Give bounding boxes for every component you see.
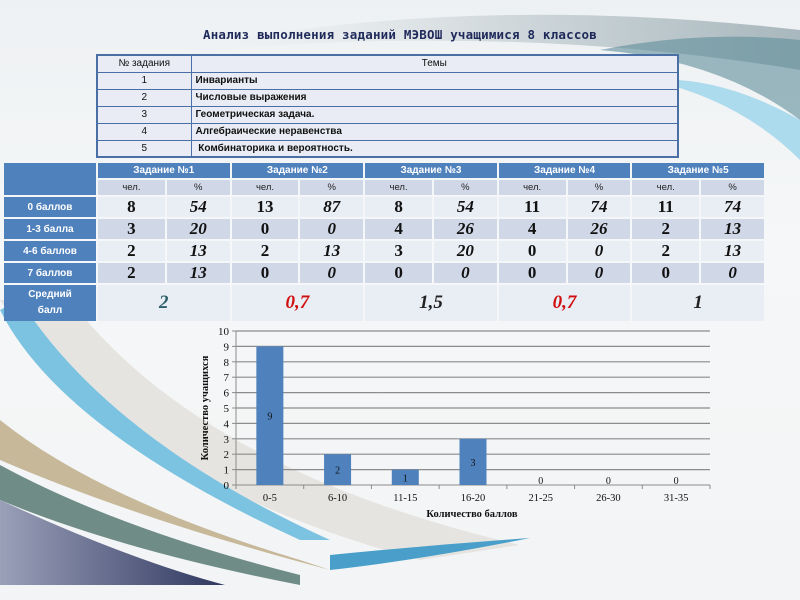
- bar-value-label: 0: [673, 476, 679, 487]
- topics-table: [96, 54, 679, 158]
- count-cell: 0: [232, 263, 299, 283]
- topic-theme: Алгебраические неравенства: [191, 123, 678, 140]
- count-cell: 8: [365, 197, 432, 217]
- x-axis-title: Количество баллов: [426, 509, 518, 520]
- bar-value-label: 2: [335, 465, 341, 477]
- average-value: 0,7: [499, 285, 631, 321]
- topic-number: 2: [97, 89, 191, 106]
- themes-header: Темы: [191, 55, 678, 72]
- task-header: Задание №3: [365, 163, 497, 178]
- count-cell: 3: [98, 219, 165, 239]
- table-row: [4, 219, 764, 239]
- count-cell: 3: [365, 241, 432, 261]
- percent-cell: 26: [568, 219, 631, 239]
- percent-cell: 0: [300, 263, 363, 283]
- topic-row: [97, 72, 678, 89]
- bar-value-label: 1: [402, 473, 408, 485]
- count-header: чел.: [98, 180, 165, 195]
- count-cell: 13: [232, 197, 299, 217]
- topic-number: 5: [97, 140, 191, 157]
- average-value: 1: [632, 285, 764, 321]
- x-tick-label: 0-5: [262, 493, 277, 504]
- table-row: [4, 241, 764, 261]
- task-header: Задание №2: [232, 163, 364, 178]
- count-cell: 0: [232, 219, 299, 239]
- task-header: Задание №1: [98, 163, 230, 178]
- percent-header: %: [701, 180, 764, 195]
- row-label: 4-6 баллов: [4, 241, 96, 261]
- percent-header: %: [568, 180, 631, 195]
- count-cell: 2: [632, 219, 699, 239]
- percent-cell: 20: [434, 241, 497, 261]
- topics-header-row: [97, 55, 678, 72]
- count-cell: 4: [499, 219, 566, 239]
- bar-value-label: 0: [605, 476, 611, 487]
- percent-cell: 13: [167, 263, 230, 283]
- percent-cell: 54: [167, 197, 230, 217]
- average-value: 2: [98, 285, 230, 321]
- y-tick-label: 4: [223, 418, 229, 431]
- task-header-row: [4, 163, 764, 178]
- count-header: чел.: [365, 180, 432, 195]
- x-tick-label: 26-30: [596, 493, 621, 504]
- bar-chart: [190, 322, 730, 522]
- topic-theme: Комбинаторика и вероятность.: [191, 140, 678, 157]
- percent-cell: 13: [701, 241, 764, 261]
- count-header: чел.: [232, 180, 299, 195]
- count-cell: 2: [632, 241, 699, 261]
- table-row: [4, 197, 764, 217]
- count-cell: 2: [232, 241, 299, 261]
- topic-number: 4: [97, 123, 191, 140]
- x-tick-label: 31-35: [663, 493, 689, 504]
- percent-cell: 20: [167, 219, 230, 239]
- y-tick-label: 0: [223, 480, 229, 492]
- percent-header: %: [434, 180, 497, 195]
- average-value: 0,7: [232, 285, 364, 321]
- y-tick-label: 5: [223, 403, 229, 415]
- percent-cell: 74: [701, 197, 764, 217]
- y-tick-label: 2: [223, 449, 229, 462]
- percent-header: %: [300, 180, 363, 195]
- count-cell: 11: [632, 197, 699, 217]
- topic-row: [97, 106, 678, 123]
- percent-cell: 13: [167, 241, 230, 261]
- row-label: 1-3 балла: [4, 219, 96, 239]
- bar-value-label: 0: [538, 476, 544, 487]
- task-header: Задание №4: [499, 163, 631, 178]
- y-tick-label: 9: [223, 341, 229, 354]
- topic-row: [97, 123, 678, 140]
- count-cell: 0: [365, 263, 432, 283]
- average-row: [4, 285, 764, 321]
- average-label-line2: балл: [37, 305, 63, 316]
- count-cell: 0: [499, 241, 566, 261]
- percent-cell: 0: [701, 263, 764, 283]
- topic-theme: Геометрическая задача.: [191, 106, 678, 123]
- topic-theme: Инварианты: [191, 72, 678, 89]
- topic-number: 1: [97, 72, 191, 89]
- y-tick-label: 1: [223, 464, 229, 477]
- topic-theme: Числовые выражения: [191, 89, 678, 106]
- count-cell: 4: [365, 219, 432, 239]
- y-axis-title: Количество учащихся: [200, 355, 211, 461]
- percent-cell: 0: [568, 241, 631, 261]
- y-tick-label: 8: [223, 356, 229, 369]
- page-title: Анализ выполнения заданий МЭВОШ учащимися 8 классов: [202, 27, 597, 42]
- count-cell: 0: [632, 263, 699, 283]
- row-label: 7 баллов: [4, 263, 96, 283]
- row-label: 0 баллов: [4, 197, 96, 217]
- average-value: 1,5: [365, 285, 497, 321]
- average-label: [4, 285, 96, 321]
- count-cell: 0: [499, 263, 566, 283]
- percent-cell: 0: [434, 263, 497, 283]
- topic-row: [97, 89, 678, 106]
- y-tick-label: 6: [223, 387, 229, 400]
- y-tick-label: 10: [218, 326, 229, 338]
- count-cell: 8: [98, 197, 165, 217]
- y-tick-label: 3: [223, 433, 229, 446]
- count-cell: 2: [98, 241, 165, 261]
- results-table: [2, 161, 766, 323]
- count-header: чел.: [499, 180, 566, 195]
- task-header: Задание №5: [632, 163, 764, 178]
- percent-cell: 13: [300, 241, 363, 261]
- x-tick-label: 16-20: [460, 493, 486, 504]
- x-tick-label: 11-15: [393, 493, 418, 504]
- table-row: [4, 263, 764, 283]
- count-cell: 11: [499, 197, 566, 217]
- topic-number: 3: [97, 106, 191, 123]
- percent-cell: 74: [568, 197, 631, 217]
- x-tick-label: 6-10: [327, 493, 348, 504]
- topic-row: [97, 140, 678, 157]
- sub-header-row: [4, 180, 764, 195]
- percent-cell: 54: [434, 197, 497, 217]
- percent-cell: 26: [434, 219, 497, 239]
- y-tick-label: 7: [223, 372, 229, 385]
- average-label-line1: Средний: [28, 289, 72, 300]
- corner-cell: [4, 163, 96, 195]
- percent-cell: 87: [300, 197, 363, 217]
- bar-value-label: 9: [267, 411, 273, 423]
- chart-canvas: [190, 322, 730, 522]
- percent-cell: 13: [701, 219, 764, 239]
- x-tick-label: 21-25: [528, 493, 553, 504]
- task-number-header: № задания: [97, 55, 191, 72]
- percent-header: %: [167, 180, 230, 195]
- percent-cell: 0: [568, 263, 631, 283]
- count-header: чел.: [632, 180, 699, 195]
- count-cell: 2: [98, 263, 165, 283]
- bar-value-label: 3: [470, 457, 476, 469]
- percent-cell: 0: [300, 219, 363, 239]
